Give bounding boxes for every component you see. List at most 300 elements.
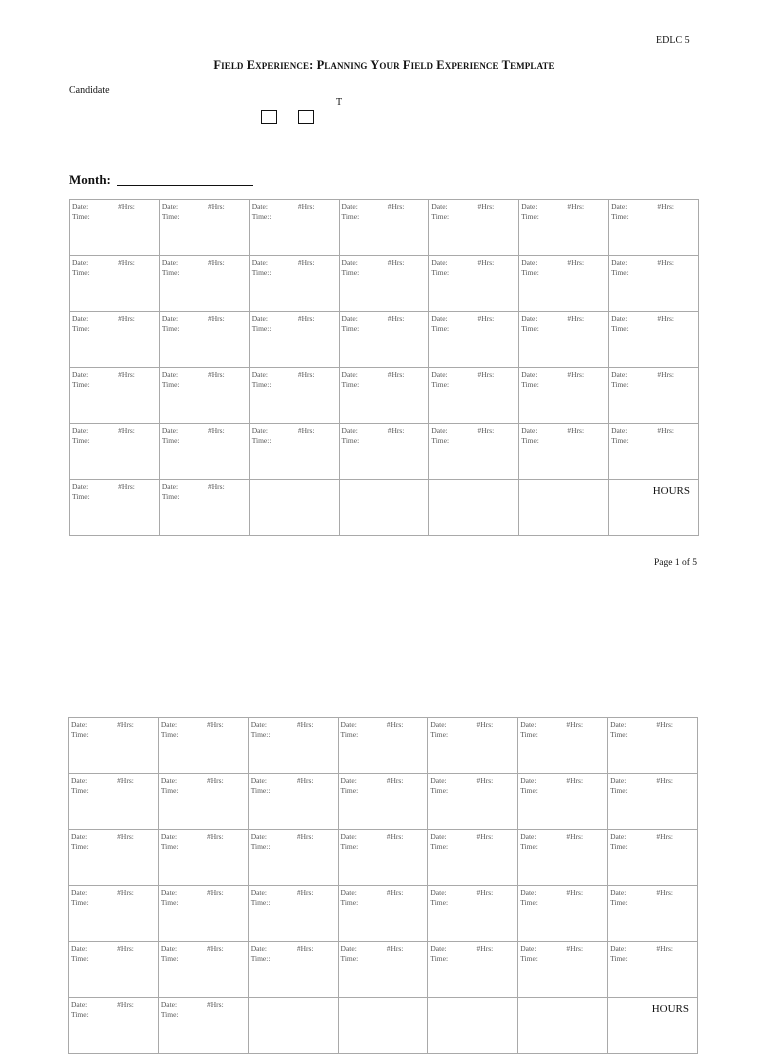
date-label: Date: <box>521 258 538 267</box>
time-label: Time: <box>431 380 450 389</box>
checkbox-2[interactable] <box>298 110 314 124</box>
calendar-day-cell[interactable] <box>429 200 519 256</box>
hrs-label: #Hrs: <box>566 832 584 841</box>
time-label: Time: <box>71 1010 89 1019</box>
date-label: Date: <box>71 888 88 897</box>
calendar-week-row <box>69 774 698 830</box>
time-label: Time: <box>611 380 629 389</box>
calendar-day-cell[interactable] <box>70 312 160 368</box>
hrs-label: #Hrs: <box>656 944 673 953</box>
date-label: Date: <box>611 202 628 211</box>
date-label: Date: <box>520 888 537 897</box>
hrs-label: #Hrs: <box>387 426 405 435</box>
calendar-day-cell[interactable] <box>338 718 428 774</box>
hrs-label: #Hrs: <box>476 720 494 729</box>
date-label: Date: <box>431 426 448 435</box>
calendar-day-cell[interactable] <box>159 200 249 256</box>
date-label: Date: <box>610 832 627 841</box>
hrs-label: #Hrs: <box>117 776 134 785</box>
hrs-label: #Hrs: <box>117 832 134 841</box>
time-label: Time: <box>521 212 539 221</box>
date-label: Date: <box>160 1000 178 1009</box>
date-label: Date: <box>71 776 88 785</box>
time-label: Time: <box>71 898 89 907</box>
calendar-day-cell[interactable] <box>69 942 159 998</box>
hrs-label: #Hrs: <box>118 370 135 379</box>
time-label: Time: <box>341 380 360 389</box>
calendar-day-cell[interactable] <box>69 998 159 1054</box>
hrs-label: #Hrs: <box>477 314 495 323</box>
calendar-day-cell[interactable] <box>608 830 698 886</box>
calendar-day-cell[interactable] <box>339 312 429 368</box>
date-label: Date: <box>430 832 447 841</box>
calendar-empty-cell[interactable] <box>519 480 609 536</box>
time-label: Time:: <box>251 212 272 221</box>
hrs-label: #Hrs: <box>477 258 495 267</box>
hrs-label: #Hrs: <box>566 888 584 897</box>
calendar-empty-cell[interactable] <box>518 998 608 1054</box>
hrs-label: #Hrs: <box>207 888 224 897</box>
time-label: Time: <box>161 212 180 221</box>
time-label: Time:: <box>250 954 271 963</box>
calendar-day-cell[interactable] <box>518 942 608 998</box>
calendar-empty-cell[interactable] <box>338 998 428 1054</box>
date-label: Date: <box>160 944 178 953</box>
hrs-label: #Hrs: <box>297 314 315 323</box>
hrs-label: #Hrs: <box>387 314 405 323</box>
time-label: Time: <box>431 268 450 277</box>
time-label: Time: <box>71 842 89 851</box>
calendar-day-cell[interactable] <box>158 774 248 830</box>
calendar-day-cell[interactable] <box>248 830 338 886</box>
hrs-label: #Hrs: <box>657 370 674 379</box>
date-label: Date: <box>72 482 89 491</box>
time-label: Time: <box>431 436 450 445</box>
calendar-day-cell[interactable] <box>518 774 608 830</box>
hrs-label: #Hrs: <box>567 258 585 267</box>
course-code: EDLC 5 <box>656 35 690 46</box>
date-label: Date: <box>340 776 357 785</box>
time-label: Time: <box>611 324 629 333</box>
calendar-day-cell[interactable] <box>158 718 248 774</box>
date-label: Date: <box>520 776 537 785</box>
time-label: Time:: <box>250 786 271 795</box>
time-label: Time: <box>160 786 179 795</box>
date-label: Date: <box>161 426 179 435</box>
time-label: Time: <box>340 842 359 851</box>
hrs-label: #Hrs: <box>117 888 134 897</box>
date-label: Date: <box>430 720 447 729</box>
calendar-day-cell[interactable] <box>428 830 518 886</box>
calendar-day-cell[interactable] <box>70 200 160 256</box>
time-label: Time: <box>72 380 90 389</box>
time-label: Time: <box>72 324 90 333</box>
hours-label: HOURS <box>651 1003 689 1015</box>
calendar-day-cell[interactable] <box>609 368 699 424</box>
date-label: Date: <box>160 888 178 897</box>
time-label: Time: <box>431 212 450 221</box>
date-label: Date: <box>611 314 628 323</box>
calendar-day-cell[interactable] <box>158 886 248 942</box>
date-label: Date: <box>72 202 89 211</box>
calendar-week-row <box>69 942 698 998</box>
hrs-label: #Hrs: <box>567 314 585 323</box>
calendar-week-row <box>69 718 698 774</box>
calendar-day-cell[interactable] <box>69 830 159 886</box>
month-input-line[interactable] <box>117 185 253 186</box>
hrs-label: #Hrs: <box>476 944 494 953</box>
time-label: Time: <box>610 898 628 907</box>
calendar-empty-cell[interactable] <box>429 480 519 536</box>
hrs-label: #Hrs: <box>386 832 404 841</box>
time-label: Time: <box>610 954 628 963</box>
date-label: Date: <box>611 370 628 379</box>
calendar-day-cell[interactable] <box>69 718 159 774</box>
calendar-day-cell[interactable] <box>519 424 609 480</box>
calendar-day-cell[interactable] <box>519 368 609 424</box>
calendar-day-cell[interactable] <box>429 312 519 368</box>
calendar-day-cell[interactable] <box>249 368 339 424</box>
date-label: Date: <box>430 944 447 953</box>
hrs-label: #Hrs: <box>386 888 404 897</box>
calendar-day-cell[interactable] <box>339 256 429 312</box>
calendar-week-row <box>70 200 699 256</box>
hrs-label: #Hrs: <box>208 258 225 267</box>
date-label: Date: <box>250 832 267 841</box>
calendar-day-cell[interactable] <box>609 256 699 312</box>
time-label: Time: <box>160 730 179 739</box>
hrs-label: #Hrs: <box>296 888 314 897</box>
calendar-empty-cell[interactable] <box>249 480 339 536</box>
date-label: Date: <box>71 1000 88 1009</box>
calendar-day-cell[interactable] <box>249 312 339 368</box>
calendar-week-row <box>70 480 699 536</box>
time-label: Time: <box>341 212 360 221</box>
date-label: Date: <box>341 202 358 211</box>
calendar-day-cell[interactable] <box>518 886 608 942</box>
time-label: Time: <box>430 730 449 739</box>
calendar-week-row <box>69 830 698 886</box>
page-number: Page 1 of 5 <box>654 558 698 568</box>
calendar-day-cell[interactable] <box>158 998 248 1054</box>
calendar-day-cell[interactable] <box>339 368 429 424</box>
calendar-day-cell[interactable] <box>249 200 339 256</box>
calendar-day-cell[interactable] <box>519 200 609 256</box>
time-label: Time:: <box>250 730 271 739</box>
time-label: Time: <box>521 380 539 389</box>
time-label: Time: <box>160 898 179 907</box>
calendar-day-cell[interactable] <box>428 718 518 774</box>
calendar-day-cell[interactable] <box>609 200 699 256</box>
time-label: Time: <box>71 730 89 739</box>
date-label: Date: <box>341 426 358 435</box>
hrs-label: #Hrs: <box>297 426 315 435</box>
hrs-label: #Hrs: <box>297 202 315 211</box>
calendar-empty-cell[interactable] <box>428 998 518 1054</box>
time-label: Time: <box>341 324 360 333</box>
date-label: Date: <box>340 720 357 729</box>
hrs-label: #Hrs: <box>567 370 585 379</box>
date-label: Date: <box>610 888 627 897</box>
date-label: Date: <box>251 258 268 267</box>
date-label: Date: <box>72 314 89 323</box>
date-label: Date: <box>610 944 627 953</box>
calendar-day-cell[interactable] <box>70 480 160 536</box>
time-label: Time: <box>520 898 538 907</box>
time-label: Time: <box>340 786 359 795</box>
date-label: Date: <box>71 720 88 729</box>
calendar-day-cell[interactable] <box>69 886 159 942</box>
hrs-label: #Hrs: <box>118 258 135 267</box>
hrs-label: #Hrs: <box>117 720 134 729</box>
time-label: Time:: <box>251 380 272 389</box>
date-label: Date: <box>611 258 628 267</box>
date-label: Date: <box>161 314 179 323</box>
calendar-empty-cell[interactable] <box>608 998 698 1054</box>
calendar-day-cell[interactable] <box>158 830 248 886</box>
date-label: Date: <box>71 944 88 953</box>
date-label: Date: <box>161 370 179 379</box>
hrs-label: #Hrs: <box>207 832 224 841</box>
hrs-label: #Hrs: <box>657 426 674 435</box>
t-mark: T <box>336 97 343 108</box>
calendar-day-cell[interactable] <box>159 312 249 368</box>
time-label: Time:: <box>250 898 271 907</box>
calendar-empty-cell[interactable] <box>248 998 338 1054</box>
calendar-day-cell[interactable] <box>519 312 609 368</box>
date-label: Date: <box>521 370 538 379</box>
time-label: Time: <box>520 842 538 851</box>
calendar-day-cell[interactable] <box>428 774 518 830</box>
hrs-label: #Hrs: <box>207 1000 224 1009</box>
date-label: Date: <box>160 832 178 841</box>
date-label: Date: <box>341 258 358 267</box>
time-label: Time: <box>160 954 179 963</box>
calendar-day-cell[interactable] <box>248 886 338 942</box>
calendar-day-cell[interactable] <box>158 942 248 998</box>
date-label: Date: <box>520 944 537 953</box>
calendar-day-cell[interactable] <box>249 424 339 480</box>
hrs-label: #Hrs: <box>386 720 404 729</box>
date-label: Date: <box>250 944 267 953</box>
time-label: Time: <box>161 380 180 389</box>
hrs-label: #Hrs: <box>657 202 674 211</box>
time-label: Time: <box>611 436 629 445</box>
calendar-day-cell[interactable] <box>608 718 698 774</box>
date-label: Date: <box>251 370 268 379</box>
calendar-day-cell[interactable] <box>428 886 518 942</box>
time-label: Time: <box>520 730 538 739</box>
calendar-day-cell[interactable] <box>338 942 428 998</box>
calendar-week-row <box>69 886 698 942</box>
calendar-day-cell[interactable] <box>249 256 339 312</box>
calendar-day-cell[interactable] <box>159 480 249 536</box>
calendar-day-cell[interactable] <box>70 424 160 480</box>
hrs-label: #Hrs: <box>567 426 585 435</box>
calendar-day-cell[interactable] <box>608 886 698 942</box>
calendar-empty-cell[interactable] <box>339 480 429 536</box>
time-label: Time: <box>341 436 360 445</box>
calendar-day-cell[interactable] <box>609 424 699 480</box>
calendar-day-cell[interactable] <box>70 368 160 424</box>
date-label: Date: <box>340 888 357 897</box>
calendar-day-cell[interactable] <box>338 886 428 942</box>
time-label: Time: <box>72 492 90 501</box>
time-label: Time: <box>520 786 538 795</box>
date-label: Date: <box>340 944 357 953</box>
date-label: Date: <box>431 202 448 211</box>
time-label: Time: <box>161 268 180 277</box>
date-label: Date: <box>340 832 357 841</box>
time-label: Time: <box>161 492 180 501</box>
page-title: Field Experience: Planning Your Field Experience Template <box>213 58 555 72</box>
hrs-label: #Hrs: <box>117 1000 134 1009</box>
hrs-label: #Hrs: <box>566 776 584 785</box>
calendar-day-cell[interactable] <box>608 774 698 830</box>
time-label: Time: <box>340 898 359 907</box>
hrs-label: #Hrs: <box>296 832 314 841</box>
calendar-day-cell[interactable] <box>159 424 249 480</box>
time-label: Time: <box>431 324 450 333</box>
hrs-label: #Hrs: <box>207 720 224 729</box>
time-label: Time: <box>71 954 89 963</box>
time-label: Time: <box>340 730 359 739</box>
calendar-day-cell[interactable] <box>518 830 608 886</box>
time-label: Time:: <box>251 324 272 333</box>
date-label: Date: <box>431 258 448 267</box>
calendar-empty-cell[interactable] <box>609 480 699 536</box>
date-label: Date: <box>160 720 178 729</box>
hrs-label: #Hrs: <box>207 944 224 953</box>
time-label: Time: <box>160 1010 179 1019</box>
calendar-day-cell[interactable] <box>70 256 160 312</box>
date-label: Date: <box>160 776 178 785</box>
date-label: Date: <box>251 426 268 435</box>
time-label: Time: <box>161 436 180 445</box>
time-label: Time: <box>430 842 449 851</box>
calendar-day-cell[interactable] <box>429 368 519 424</box>
date-label: Date: <box>520 832 537 841</box>
hrs-label: #Hrs: <box>656 720 673 729</box>
calendar-day-cell[interactable] <box>338 774 428 830</box>
hrs-label: #Hrs: <box>117 944 134 953</box>
time-label: Time: <box>521 324 539 333</box>
calendar-day-cell[interactable] <box>248 942 338 998</box>
hrs-label: #Hrs: <box>118 314 135 323</box>
hrs-label: #Hrs: <box>476 888 494 897</box>
time-label: Time: <box>161 324 180 333</box>
hrs-label: #Hrs: <box>208 202 225 211</box>
time-label: Time:: <box>251 436 272 445</box>
time-label: Time: <box>521 268 539 277</box>
time-label: Time: <box>160 842 179 851</box>
time-label: Time:: <box>251 268 272 277</box>
time-label: Time: <box>430 898 449 907</box>
hrs-label: #Hrs: <box>387 258 405 267</box>
hrs-label: #Hrs: <box>656 776 673 785</box>
calendar-day-cell[interactable] <box>248 774 338 830</box>
date-label: Date: <box>611 426 628 435</box>
calendar-day-cell[interactable] <box>519 256 609 312</box>
hrs-label: #Hrs: <box>656 888 673 897</box>
time-label: Time: <box>341 268 360 277</box>
hrs-label: #Hrs: <box>208 482 225 491</box>
time-label: Time: <box>72 212 90 221</box>
calendar-day-cell[interactable] <box>429 256 519 312</box>
calendar-week-row <box>70 256 699 312</box>
time-label: Time: <box>611 212 629 221</box>
hrs-label: #Hrs: <box>566 720 584 729</box>
time-label: Time: <box>521 436 539 445</box>
time-label: Time: <box>520 954 538 963</box>
hrs-label: #Hrs: <box>657 314 674 323</box>
date-label: Date: <box>520 720 537 729</box>
date-label: Date: <box>161 202 179 211</box>
hrs-label: #Hrs: <box>477 370 495 379</box>
hrs-label: #Hrs: <box>296 720 314 729</box>
date-label: Date: <box>71 832 88 841</box>
hrs-label: #Hrs: <box>296 944 314 953</box>
hrs-label: #Hrs: <box>387 202 405 211</box>
hrs-label: #Hrs: <box>208 426 225 435</box>
date-label: Date: <box>521 426 538 435</box>
calendar-day-cell[interactable] <box>159 256 249 312</box>
hrs-label: #Hrs: <box>567 202 585 211</box>
hrs-label: #Hrs: <box>566 944 584 953</box>
calendar-day-cell[interactable] <box>339 424 429 480</box>
hrs-label: #Hrs: <box>118 426 135 435</box>
time-label: Time: <box>430 954 449 963</box>
time-label: Time: <box>71 786 89 795</box>
date-label: Date: <box>72 426 89 435</box>
time-label: Time: <box>610 786 628 795</box>
calendar-day-cell[interactable] <box>428 942 518 998</box>
date-label: Date: <box>251 202 268 211</box>
hrs-label: #Hrs: <box>207 776 224 785</box>
hrs-label: #Hrs: <box>386 776 404 785</box>
date-label: Date: <box>251 314 268 323</box>
hrs-label: #Hrs: <box>656 832 673 841</box>
candidate-label: Candidate <box>69 85 110 96</box>
calendar-day-cell[interactable] <box>159 368 249 424</box>
hrs-label: #Hrs: <box>477 202 495 211</box>
date-label: Date: <box>521 314 538 323</box>
time-label: Time: <box>430 786 449 795</box>
calendar-day-cell[interactable] <box>608 942 698 998</box>
calendar-day-cell[interactable] <box>69 774 159 830</box>
checkbox-1[interactable] <box>261 110 277 124</box>
calendar-day-cell[interactable] <box>339 200 429 256</box>
calendar-day-cell[interactable] <box>518 718 608 774</box>
hrs-label: #Hrs: <box>386 944 404 953</box>
hrs-label: #Hrs: <box>297 370 315 379</box>
calendar-week-row <box>70 368 699 424</box>
calendar-day-cell[interactable] <box>609 312 699 368</box>
time-label: Time:: <box>250 842 271 851</box>
hours-label: HOURS <box>652 485 690 497</box>
calendar-week-row <box>69 998 698 1054</box>
time-label: Time: <box>610 842 628 851</box>
date-label: Date: <box>431 370 448 379</box>
calendar-week-row <box>70 312 699 368</box>
calendar-grid-1 <box>69 199 699 536</box>
hrs-label: #Hrs: <box>477 426 495 435</box>
calendar-day-cell[interactable] <box>338 830 428 886</box>
date-label: Date: <box>341 370 358 379</box>
calendar-day-cell[interactable] <box>429 424 519 480</box>
calendar-day-cell[interactable] <box>248 718 338 774</box>
date-label: Date: <box>431 314 448 323</box>
